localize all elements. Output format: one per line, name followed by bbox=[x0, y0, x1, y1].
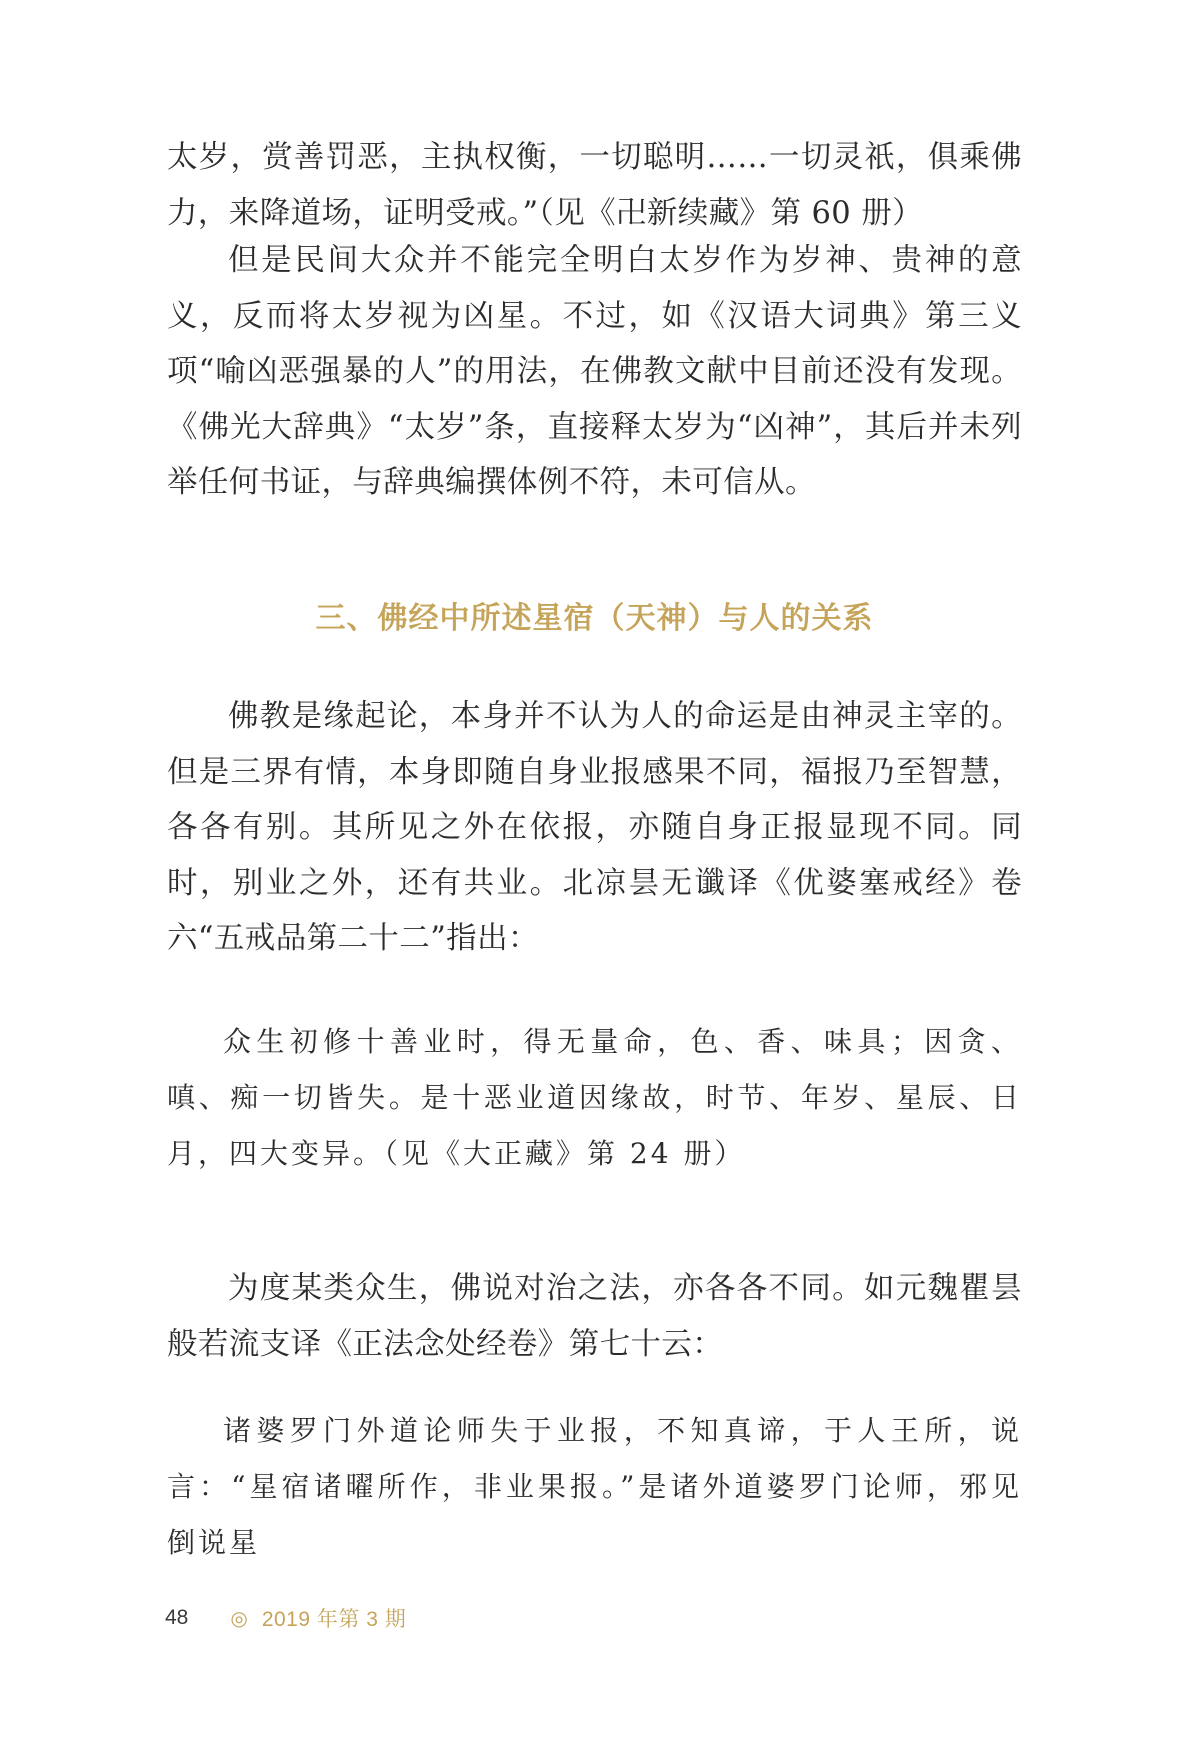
paragraph-continuation: 太岁，赏善罚恶，主执权衡，一切聪明……一切灵祇，俱乘佛力，来降道场，证明受戒。”（见《卍新续藏》第 60 册） bbox=[167, 140, 1022, 231]
issue-label: 2019 年第 3 期 bbox=[261, 1608, 407, 1631]
section-heading: 三、佛经中所述星宿（天神）与人的关系 bbox=[315, 601, 874, 636]
paragraph-block-2 bbox=[167, 233, 1022, 511]
page-number: 48 bbox=[165, 1606, 189, 1629]
circle-dot-icon: ◎ bbox=[230, 1607, 248, 1630]
page-footer bbox=[165, 1603, 406, 1633]
paragraph-block-4 bbox=[167, 1261, 1022, 1372]
quote-saddharma-sutra: 诸婆罗门外道论师失于业报，不知真谛，于人王所，说言：“星宿诸曜所作，非业果报。”是诸外道婆罗门论师，邪见倒说星 bbox=[167, 1414, 1022, 1559]
quote-block-1 bbox=[167, 1014, 1022, 1182]
quote-block-2 bbox=[167, 1403, 1022, 1571]
paragraph-block-1 bbox=[167, 130, 1022, 241]
paragraph-taisui: 但是民间大众并不能完全明白太岁作为岁神、贵神的意义，反而将太岁视为凶星。不过，如《汉语大词典》第三义项“喻凶恶强暴的人”的用法，在佛教文献中目前还没有发现。《佛光大辞典》“太岁”条，直接释太岁为“凶神”，其后并未列举任何书证，与辞典编撰体例不符，未可信从。 bbox=[167, 243, 1022, 500]
quote-upasaka-sutra: 众生初修十善业时，得无量命，色、香、味具；因贪、嗔、痴一切皆失。是十恶业道因缘故，时节、年岁、星辰、日月，四大变异。（见《大正藏》第 24 册） bbox=[167, 1025, 1022, 1170]
paragraph-karma: 佛教是缘起论，本身并不认为人的命运是由神灵主宰的。但是三界有情，本身即随自身业报感果不同，福报乃至智慧，各各有别。其所见之外在依报，亦随自身正报显现不同。同时，别业之外，还有共业。北凉昙无谶译《优婆塞戒经》卷六“五戒品第二十二”指出： bbox=[167, 699, 1022, 956]
paragraph-block-3 bbox=[167, 689, 1022, 967]
paragraph-remedy: 为度某类众生，佛说对治之法，亦各各不同。如元魏瞿昙般若流支译《正法念处经卷》第七十云： bbox=[167, 1271, 1022, 1362]
